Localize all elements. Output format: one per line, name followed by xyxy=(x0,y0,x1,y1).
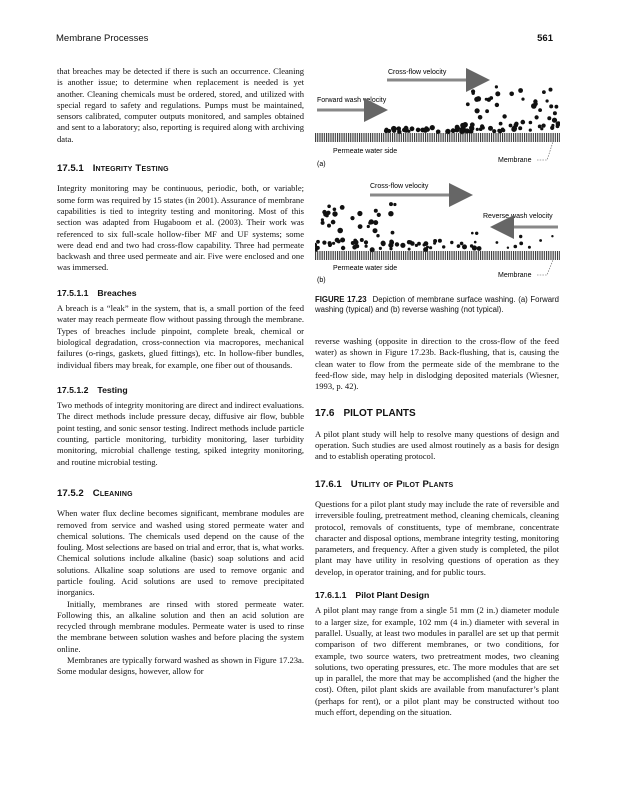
particle xyxy=(488,126,493,131)
particle xyxy=(450,241,453,244)
particle xyxy=(389,240,394,245)
particle xyxy=(410,126,415,131)
paragraph-cleaning-1: When water flux decline becomes significant, membrane modules are removed from service and washed using stored permeate water and chemical solutions. The chemicals used depend on the cause of the fouling. Most selections are based on trial and error, that is, what works. Chemical solutions include alkaline (basic) soap solutions and acid solutions. Alkaline soap solutions are used to remove organic and particle fouling. Acid solutions are used to remove precipitated inorganics. xyxy=(57,508,304,598)
particle xyxy=(379,247,382,250)
particle xyxy=(340,205,345,210)
particle xyxy=(495,85,498,88)
particle xyxy=(340,238,345,243)
particle xyxy=(475,232,478,235)
label-reverse-wash: Reverse wash velocity xyxy=(483,213,553,220)
particle xyxy=(341,246,345,250)
particle xyxy=(551,235,553,237)
particle xyxy=(327,205,331,209)
paragraph-design: A pilot plant may range from a single 51 mm (2 in.) diameter module to a larger size, for example, 102 mm (4 in.) diameter with several in parallel. Usually, at least two modules in parallel are set up that permit comparison of two different membranes, or two conditions, for example, two source waters, two pretreatment modes, two cleaning solutions, two operating pressures, etc. The more modules that are set up in parallel, the more that may be accomplished (and the higher the cost). Often, pilot plant skids are available from manufacturer’s plant (perhaps for rent), or a pilot plant may be constructed without too much effort, depending on the situation. xyxy=(315,605,559,718)
particle xyxy=(408,240,412,244)
label-permeate-b: Permeate water side xyxy=(333,265,398,272)
membrane-a xyxy=(315,133,560,142)
section-title: Cleaning xyxy=(92,487,133,499)
particle xyxy=(407,130,410,133)
particle xyxy=(377,213,381,217)
section-heading-17-5-1-2 xyxy=(57,385,304,396)
particle xyxy=(529,129,532,132)
particle xyxy=(384,128,388,132)
particle xyxy=(388,211,393,216)
particle xyxy=(540,127,543,130)
particle xyxy=(460,123,465,128)
particle xyxy=(430,125,435,130)
section-number: 17.6 xyxy=(315,408,335,420)
paragraph-pilot: A pilot plant study will help to resolve many questions of design and operation. Such studies are used almost routinely as a basis for design and to establish operating protocol. xyxy=(315,428,559,462)
particle xyxy=(476,96,481,101)
section-number: 17.6.1 xyxy=(315,478,342,490)
particle xyxy=(360,238,364,242)
section-title: Integrity Testing xyxy=(92,163,169,175)
particle xyxy=(398,130,402,134)
particle xyxy=(400,243,405,248)
page-number: 561 xyxy=(537,33,553,44)
caption-label: FIGURE 17.23 xyxy=(315,295,367,304)
paragraph-reverse: reverse washing (opposite in direction to the cross-flow of the feed water) as shown in Figure 17.23b. Back-flushing, that is, causing the clean water to flow from the permeate side of the membrane to the feed-flow side, may help in dislodging deposited materials (Wiesner, 1993, p. 42). xyxy=(315,336,559,392)
particle xyxy=(326,211,330,215)
section-title: Pilot Plant Design xyxy=(355,590,430,601)
particle xyxy=(521,120,526,125)
particle xyxy=(331,220,336,225)
particle xyxy=(373,220,378,225)
particle xyxy=(408,248,411,251)
particle xyxy=(416,128,421,133)
page-header xyxy=(0,0,617,44)
particle xyxy=(528,246,531,249)
label-membrane-a: Membrane xyxy=(498,157,532,164)
label-permeate-a: Permeate water side xyxy=(333,148,398,155)
particle xyxy=(557,122,561,126)
particle xyxy=(352,245,357,250)
particle xyxy=(466,102,470,106)
section-number: 17.5.1 xyxy=(57,163,84,175)
particle xyxy=(472,245,477,250)
section-heading-17-5-1 xyxy=(57,163,304,174)
running-title: Membrane Processes xyxy=(56,33,149,44)
particle xyxy=(328,243,332,247)
section-number: 17.5.2 xyxy=(57,487,84,499)
particle xyxy=(551,124,554,127)
particle xyxy=(332,242,335,245)
particle xyxy=(518,126,522,130)
particle xyxy=(472,92,475,95)
section-number: 17.5.1.1 xyxy=(57,287,89,298)
particle xyxy=(489,96,493,100)
particle xyxy=(542,90,546,94)
particle xyxy=(549,88,553,92)
particle xyxy=(538,108,542,112)
particle xyxy=(470,122,475,127)
left-column xyxy=(57,66,304,678)
particle xyxy=(469,130,473,134)
paragraph-utility: Questions for a pilot plant study may include the rate of reversible and irreversible fouling, pretreatment method, cleaning chemicals, cleaning protocol, removals of constituents, type of membrane, concentrate character and disposal options, membrane integrity testing, monitoring parameters, and frequency. After a given study is completed, the pilot plant may have utility in resolving questions of operation as they develop, in operator training, and for public tours. xyxy=(315,498,559,577)
particle xyxy=(321,221,325,225)
particle xyxy=(395,242,399,246)
particle xyxy=(358,224,363,229)
particle xyxy=(462,244,467,249)
particle xyxy=(389,202,393,206)
particle xyxy=(533,102,537,106)
label-forward-wash: Forward wash velocity xyxy=(317,97,387,104)
particle xyxy=(485,98,488,101)
particle xyxy=(404,126,409,131)
panel-b xyxy=(315,183,560,284)
particle xyxy=(512,126,517,131)
paragraph-integrity: Integrity monitoring may be continuous, periodic, both, or variable; some form was required by 15 states (in 2001). Assurance of membrane capabilities is tied to integrity testing and monitoring. Most of this section was adapted from Hugaboom et al. (2003). Their work was referenced to six full-scale hollow-fiber MF and UF systems; some were dead end and two had cross-flow capability. Three had permeate backwash and three used permeate and air. Five were enclosed and one was immersed. xyxy=(57,183,304,273)
particle xyxy=(376,234,379,237)
section-title: Testing xyxy=(97,384,128,395)
particle xyxy=(423,128,428,133)
particle xyxy=(514,245,518,249)
particle xyxy=(451,128,456,133)
section-number: 17.5.1.2 xyxy=(57,384,89,395)
paragraph-intro: that breaches may be detected if there is such an occurrence. Cleaning is another issue; to determine when replacement is needed is yet another. Cleaning chemicals must be ordered, stored, and utilized with special regard to safety and regulations. Pumps must be maintained, sensors calibrated, computer outputs monitored, and samples obtained and sent to a laboratory; also, reporting is required along with archiving data. xyxy=(57,66,304,144)
section-heading-17-5-1-1 xyxy=(57,288,304,299)
particle xyxy=(480,124,484,128)
particle xyxy=(502,129,506,133)
tag-a: (a) xyxy=(317,161,326,168)
panel-a xyxy=(315,69,560,168)
particle xyxy=(477,246,482,251)
particle xyxy=(391,231,395,235)
particle xyxy=(367,225,370,228)
particles-a xyxy=(384,85,560,134)
caption-text: Depiction of membrane surface washing. (a) Forward washing (typical) and (b) reverse washing (not typical). xyxy=(315,295,559,314)
paragraph-breaches: A breach is a “leak” in the system, that is, a small portion of the feed water may reach permeate flow without passing through the membrane. Types of breaches include pinpoint, complete break, chemical or biological degradation, cross-connection via macropores, mechanical failures (o-rings, gaskets, glued fittings), etc. In hollow-fiber bundles, individual fibers may break, for example, one fiber out of thousands. xyxy=(57,303,304,370)
particle xyxy=(357,211,362,216)
particle xyxy=(429,246,432,249)
particle xyxy=(433,242,436,245)
section-heading-17-6 xyxy=(315,408,559,419)
particle xyxy=(316,240,320,244)
particle xyxy=(471,232,474,235)
figure-17-23 xyxy=(315,64,560,326)
particle xyxy=(495,91,500,96)
particle xyxy=(364,240,368,244)
particle xyxy=(381,241,386,246)
membrane-b xyxy=(315,251,560,260)
particle xyxy=(426,246,429,249)
particle xyxy=(392,129,396,133)
particle xyxy=(322,241,326,245)
particle xyxy=(333,208,337,212)
particle xyxy=(546,99,549,102)
tag-b: (b) xyxy=(317,277,326,284)
particle xyxy=(417,242,421,246)
membrane-pointer-a xyxy=(537,142,553,160)
particle xyxy=(514,122,518,126)
particle xyxy=(373,228,378,233)
paragraph-cleaning-2: Initially, membranes are rinsed with stored permeate water. Following this, an alkaline solution and then an acid solution are recycled through membrane modules. Permeate water is used to rinse the membrane between solution washes and before placing the system online. xyxy=(57,598,304,654)
particle xyxy=(460,242,464,246)
particle xyxy=(519,235,522,238)
section-title: Utility of Pilot Plants xyxy=(350,478,454,490)
particle xyxy=(535,115,539,119)
section-heading-17-6-1 xyxy=(315,479,559,490)
section-title: PILOT PLANTS xyxy=(343,408,416,420)
particle xyxy=(509,92,514,97)
particle xyxy=(478,115,483,120)
particle xyxy=(485,109,489,113)
label-membrane-b: Membrane xyxy=(498,272,532,279)
particle xyxy=(442,245,445,248)
particle xyxy=(365,245,368,248)
label-cross-flow-b: Cross-flow velocity xyxy=(370,183,429,190)
particle xyxy=(492,129,496,133)
particle xyxy=(507,247,509,249)
paragraph-cleaning-3: Membranes are typically forward washed as shown in Figure 17.23a. Some modular designs, however, allow for xyxy=(57,655,304,677)
particle xyxy=(438,239,442,243)
particle xyxy=(509,124,513,128)
particle xyxy=(476,128,479,131)
right-column xyxy=(315,336,559,718)
particle xyxy=(474,241,477,244)
particle xyxy=(547,116,551,120)
paragraph-testing: Two methods of integrity monitoring are direct and indirect evaluations. The direct methods include pressure decay, diffusive air flow, bubble point testing, and sonic sensor testing. Indirect methods include particle counting, particle monitoring, turbidity monitoring, laser turbidity monitoring, microbial challenge testing, spiked integrity monitoring, and routine microbial testing. xyxy=(57,400,304,467)
section-number: 17.6.1.1 xyxy=(315,590,347,601)
particle xyxy=(424,241,429,246)
particle xyxy=(495,103,499,107)
particle xyxy=(332,211,337,216)
section-title: Breaches xyxy=(97,287,137,298)
figure-caption xyxy=(315,295,559,315)
particle xyxy=(393,203,396,206)
particle xyxy=(327,224,331,228)
particle xyxy=(521,98,524,101)
label-cross-flow-a: Cross-flow velocity xyxy=(388,69,447,76)
particle xyxy=(455,126,460,131)
particle xyxy=(353,240,358,245)
particle xyxy=(337,228,343,234)
membrane-pointer-b xyxy=(537,260,553,275)
particle xyxy=(497,129,501,133)
particle xyxy=(529,121,533,125)
section-heading-17-5-2 xyxy=(57,488,304,499)
particle xyxy=(549,104,553,108)
particle xyxy=(389,247,392,250)
particle xyxy=(553,111,557,115)
particle xyxy=(350,216,354,220)
particle xyxy=(502,114,506,118)
particle xyxy=(499,122,503,126)
particle xyxy=(475,108,480,113)
particle xyxy=(496,241,499,244)
particle xyxy=(555,105,559,109)
particle xyxy=(457,244,461,248)
section-heading-17-6-1-1 xyxy=(315,590,559,601)
particle xyxy=(374,209,378,213)
particle xyxy=(335,238,340,243)
particle xyxy=(518,88,523,93)
particle xyxy=(542,124,546,128)
particle xyxy=(368,221,371,224)
particle xyxy=(539,239,542,242)
particle xyxy=(519,242,523,246)
